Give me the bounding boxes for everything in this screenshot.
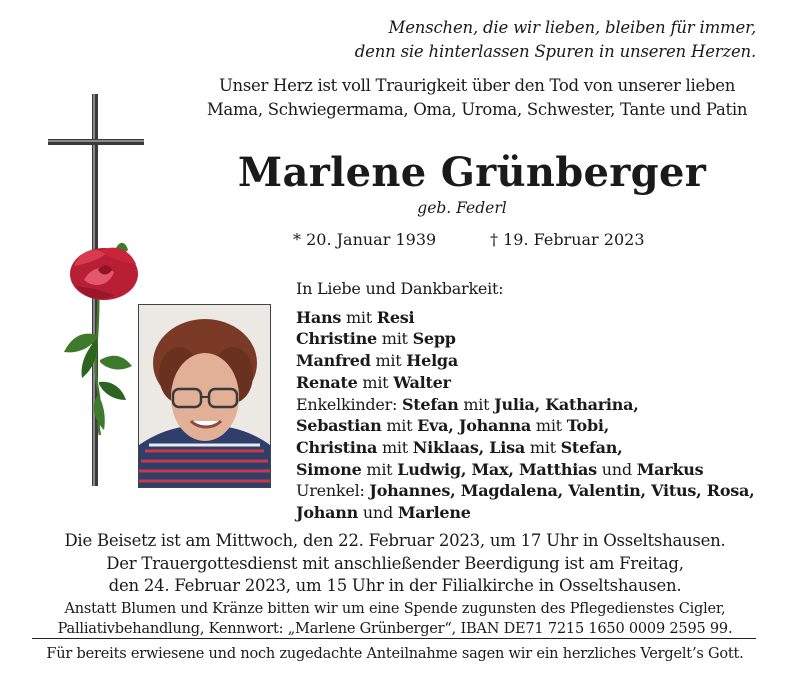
mourner-name: Tobi, (566, 416, 610, 436)
mourner-list (296, 278, 766, 524)
funeral-line-3: den 24. Februar 2023, um 15 Uhr in der Filialkirche in Osseltshausen. (108, 576, 682, 595)
donation-line-2: Palliativbehandlung, Kennwort: „Marlene Grünberger“, IBAN DE71 7215 1650 0009 2595 99. (57, 621, 733, 637)
intro-line-1: Unser Herz ist voll Traurigkeit über den Tod von unserer lieben (218, 76, 736, 95)
list-item (296, 437, 766, 459)
mourner-connector: mit (381, 329, 408, 349)
poem (156, 16, 756, 64)
mourner-name: Julia, Katharina, (494, 394, 639, 414)
mourner-connector: mit (381, 437, 408, 457)
mourner-name: Johannes, Magdalena, Valentin, Vitus, Rosa, (369, 481, 755, 501)
list-item (296, 372, 766, 394)
mourner-connector: mit (535, 416, 562, 436)
portrait-photo (138, 304, 271, 488)
mourner-name: Johann (296, 503, 359, 523)
list-item (296, 480, 766, 502)
cross-with-rose (40, 90, 150, 490)
mourner-name: Sebastian (296, 416, 382, 436)
list-heading: In Liebe und Dankbarkeit: (296, 279, 504, 298)
mourner-name: Helga (406, 351, 458, 371)
mourner-name: Resi (376, 307, 415, 327)
mourner-name: Marlene (397, 503, 471, 523)
list-item (296, 502, 766, 524)
mourner-connector: mit (386, 416, 413, 436)
grandchildren-label: Enkelkinder: (296, 394, 398, 414)
funeral-line-2: Der Trauergottesdienst mit anschließender Beerdigung ist am Freitag, (106, 553, 684, 573)
rose-icon (64, 243, 138, 435)
mourner-name: Stefan (401, 394, 459, 414)
mourner-name: Ludwig, Max, Matthias (397, 459, 597, 479)
list-item (296, 394, 766, 416)
mourner-name: Simone (296, 459, 362, 479)
intro-line-2: Mama, Schwiegermama, Oma, Uroma, Schwester, Tante und Patin (206, 100, 748, 119)
mourner-connector: und (362, 503, 393, 523)
mourner-name: Sepp (412, 329, 456, 349)
birth-date: * 20. Januar 1939 (293, 230, 437, 249)
maiden-name: geb. Federl (417, 199, 507, 217)
list-item (296, 459, 766, 481)
mourner-name: Niklaas, Lisa (412, 437, 525, 457)
portrait-image (139, 305, 270, 487)
mourner-name: Stefan, (560, 437, 623, 457)
mourner-name: Renate (296, 372, 358, 392)
mourner-connector: mit (362, 372, 389, 392)
poem-line-1: Menschen, die wir lieben, bleiben für immer, (388, 18, 756, 37)
list-item (296, 415, 766, 437)
mourner-name: Hans (296, 307, 342, 327)
poem-line-2: denn sie hinterlassen Spuren in unseren Herzen. (354, 42, 756, 61)
funeral-line-1: Die Beisetz ist am Mittwoch, den 22. Februar 2023, um 17 Uhr in Osseltshausen. (64, 531, 726, 550)
divider (32, 638, 756, 639)
great-grandchildren-label: Urenkel: (296, 481, 365, 501)
intro-text (180, 74, 774, 122)
donation-request (20, 599, 770, 639)
mourner-connector: mit (366, 459, 393, 479)
list-item (296, 350, 766, 372)
thanks-line: Für bereits erwiesene und noch zugedachte Anteilnahme sagen wir ein herzliches Vergelt’s Gott. (46, 646, 744, 662)
mourner-name: Christina (296, 437, 378, 457)
mourner-connector: und (601, 459, 632, 479)
death-date: † 19. Februar 2023 (490, 230, 645, 249)
mourner-connector: mit (345, 307, 372, 327)
mourner-connector: mit (375, 351, 402, 371)
list-item (296, 328, 766, 350)
mourner-name: Markus (636, 459, 704, 479)
mourner-connector: mit (529, 437, 556, 457)
mourner-name: Walter (393, 372, 451, 392)
funeral-info (20, 530, 770, 598)
deceased-name: Marlene Grünberger (237, 149, 707, 196)
mourner-name: Christine (296, 329, 377, 349)
mourner-connector: mit (463, 394, 490, 414)
donation-line-1: Anstatt Blumen und Kränze bitten wir um eine Spende zugunsten des Pflegedienstes Cigler, (64, 601, 726, 617)
list-item (296, 307, 766, 329)
mourner-name: Eva, Johanna (417, 416, 532, 436)
mourner-name: Manfred (296, 351, 371, 371)
